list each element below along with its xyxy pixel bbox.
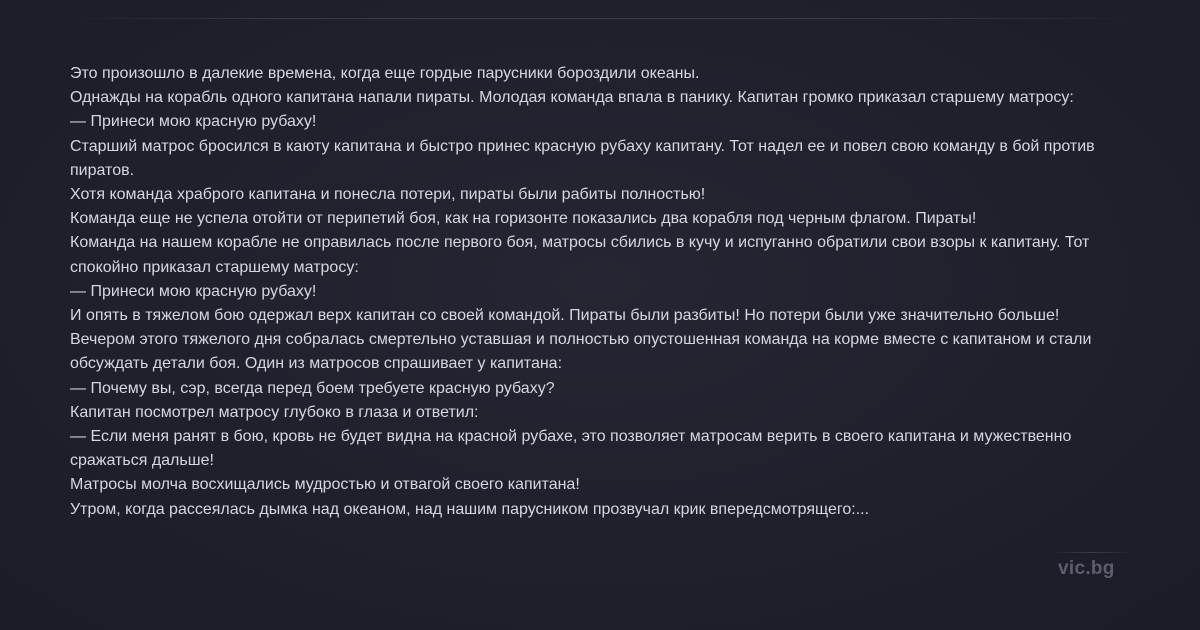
- story-text: [70, 62, 1135, 522]
- story-paragraph: — Принеси мою красную рубаху!: [70, 113, 317, 131]
- top-divider: [60, 18, 1140, 19]
- story-paragraph: — Если меня ранят в бою, кровь не будет видна на красной рубахе, это позволяет матросам верить в своего капитана и мужественно сражаться дальше!: [70, 428, 1072, 470]
- story-paragraph: Матросы молча восхищались мудростью и отвагой своего капитана!: [70, 476, 580, 494]
- story-paragraph: Вечером этого тяжелого дня собралась смертельно уставшая и полностью опустошенная команда на корме вместе с капитаном и стали обсуждать детали боя. Один из матросов спрашивает у капитана:: [70, 331, 1092, 373]
- story-paragraph: — Почему вы, сэр, всегда перед боем требуете красную рубаху?: [70, 379, 555, 397]
- story-paragraph: — Принеси мою красную рубаху!: [70, 282, 317, 300]
- story-paragraph: Команда еще не успела отойти от перипетий боя, как на горизонте показались два корабля под черным флагом. Пираты!: [70, 210, 977, 228]
- story-paragraph: Капитан посмотрел матросу глубоко в глаза и ответил:: [70, 403, 479, 421]
- story-paragraph: Старший матрос бросился в каюту капитана и быстро принес красную рубаху капитану. Тот надел ее и повел свою команду в бой против пиратов.: [70, 137, 1095, 179]
- watermark-divider: [1050, 552, 1134, 553]
- story-paragraph: Утром, когда рассеялась дымка над океаном, над нашим парусником прозвучал крик впередсмотрящего:...: [70, 500, 870, 518]
- story-paragraph: Однажды на корабль одного капитана напали пираты. Молодая команда впала в панику. Капитан громко приказал старшему матросу:: [70, 89, 1074, 107]
- story-paragraph: Хотя команда храброго капитана и понесла потери, пираты были рабиты полностью!: [70, 186, 706, 204]
- story-paragraph: Команда на нашем корабле не оправилась после первого боя, матросы сбились в кучу и испуганно обратили свои взоры к капитану. Тот спокойно приказал старшему матросу:: [70, 234, 1090, 276]
- story-paragraph: И опять в тяжелом бою одержал верх капитан со своей командой. Пираты были разбиты! Но потери были уже значительно больше!: [70, 307, 1060, 325]
- story-paragraph: Это произошло в далекие времена, когда еще гордые парусники бороздили океаны.: [70, 65, 700, 82]
- site-watermark: vic.bg: [1058, 558, 1115, 579]
